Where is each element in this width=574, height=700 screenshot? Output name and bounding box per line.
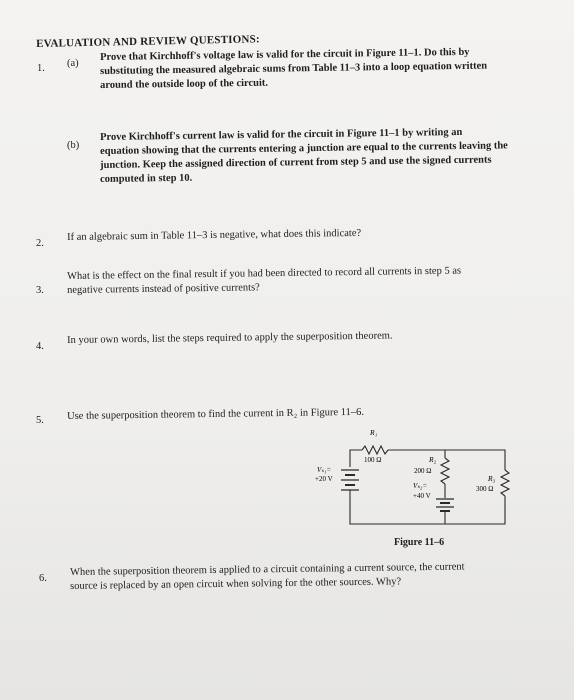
vs1-value: +20 V: [315, 475, 333, 483]
figure-caption: Figure 11–6: [394, 537, 445, 548]
vs1-label: Vₛ₁=: [317, 466, 332, 474]
question-3-line-1: What is the effect on the final result if you had been directed to record all currents in step 5 as: [67, 265, 462, 282]
r1-label: R₁: [370, 428, 378, 437]
section-title: EVALUATION AND REVIEW QUESTIONS:: [36, 33, 260, 50]
vs1-battery-icon: [341, 470, 359, 494]
question-1b-line-3: junction. Keep the assigned direction of current from step 5 and use the signed currents: [100, 154, 492, 171]
question-1a-line-3: around the outside loop of the circuit.: [100, 77, 269, 91]
question-1a-label: (a): [67, 58, 79, 69]
circuit-diagram: [300, 422, 530, 534]
question-1-number: 1.: [37, 63, 45, 74]
question-1b-label: (b): [67, 140, 80, 151]
r2-label: R₂: [429, 455, 437, 464]
r3-value: 300 Ω: [476, 485, 494, 493]
r3-label: R₃: [488, 474, 496, 483]
r1-value: 100 Ω: [364, 456, 382, 464]
question-4-number: 4.: [36, 341, 44, 352]
question-6-number: 6.: [39, 573, 47, 584]
wire-top-right: [388, 450, 505, 470]
question-1a-line-2: substituting the measured algebraic sums from Table 11–3 into a loop equation written: [100, 60, 488, 77]
question-5-line-1: Use the superposition theorem to find the current in R₂ in Figure 11–6.: [67, 406, 365, 422]
question-1b-line-4: computed in step 10.: [100, 172, 193, 185]
question-3-number: 3.: [36, 285, 44, 296]
question-4-line-1: In your own words, list the steps required to apply the superposition theorem.: [67, 330, 393, 346]
vs2-label: Vₛ₂=: [413, 482, 428, 490]
question-1a-line-1: Prove that Kirchhoff's voltage law is valid for the circuit in Figure 11–1. Do this by: [100, 46, 470, 63]
question-3-line-2: negative currents instead of positive currents?: [67, 282, 260, 296]
question-1b-line-2: equation showing that the currents entering a junction are equal to the currents leaving the: [100, 140, 508, 157]
wire-left-top: [350, 450, 362, 467]
vs2-value: +40 V: [413, 492, 431, 500]
r3-resistor: [501, 470, 509, 496]
question-5-number: 5.: [36, 415, 44, 426]
question-1b-line-1: Prove Kirchhoff's current law is valid for the circuit in Figure 11–1 by writing an: [100, 126, 463, 143]
question-6-line-2: source is replaced by an open circuit when solving for the other sources. Why?: [70, 576, 402, 592]
r2-resistor: [441, 458, 449, 484]
vs2-battery-icon: [436, 499, 454, 514]
question-2-number: 2.: [36, 238, 44, 249]
question-6-line-1: When the superposition theorem is applied to a circuit containing a current source, the current: [70, 561, 465, 578]
r1-resistor: [362, 446, 388, 454]
r2-value: 200 Ω: [414, 467, 432, 475]
question-2-line-1: If an algebraic sum in Table 11–3 is negative, what does this indicate?: [67, 227, 362, 243]
